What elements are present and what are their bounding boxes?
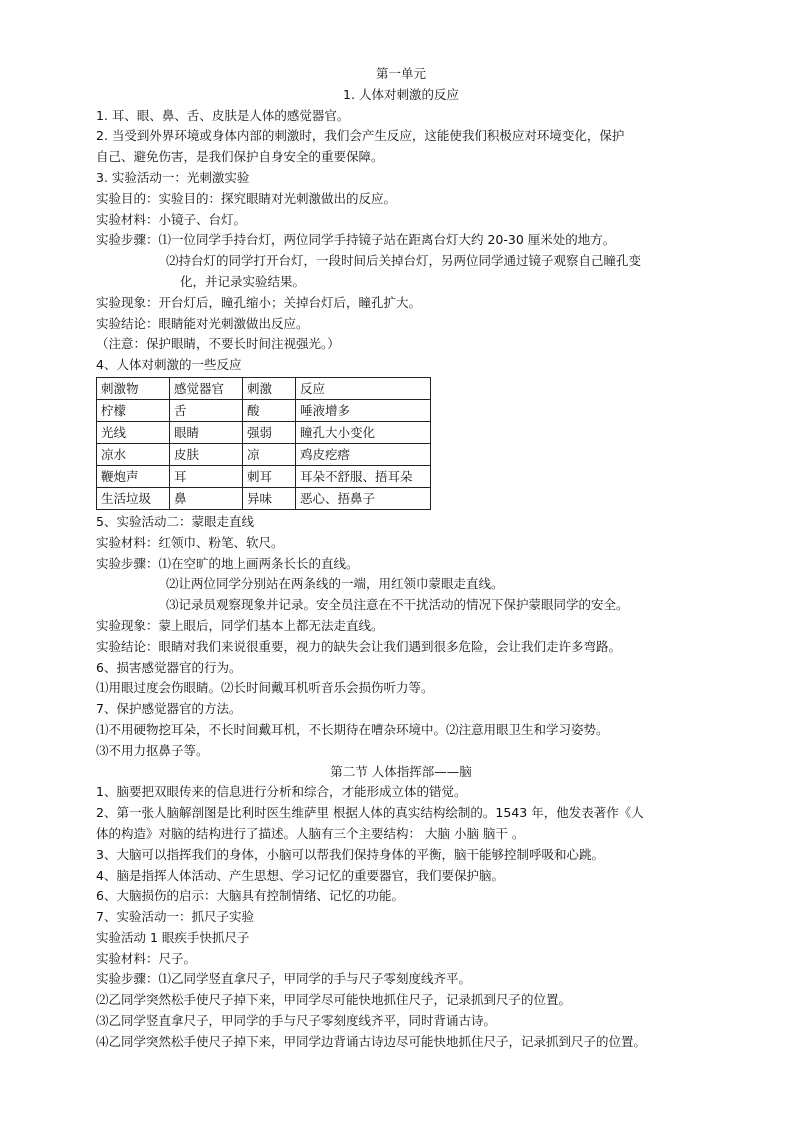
table-header-row [97, 377, 431, 399]
paragraph-line: ⑷乙同学突然松手使尺子掉下来，甲同学边背诵古诗边尽可能快地抓住尺子，记录抓到尺子的位置。 [96, 1033, 647, 1049]
table-cell: 鞭炮声 [97, 465, 170, 487]
paragraph-line: 实验材料：尺子。 [96, 950, 197, 966]
table-cell: 瞳孔大小变化 [296, 421, 431, 443]
exp2-materials: 实验材料：红领巾、粉笔、软尺。 [96, 534, 284, 550]
table-cell: 酸 [243, 399, 296, 421]
section-title-2: 第二节 人体指挥部——脑 [330, 763, 472, 779]
exp1-purpose: 实验目的：实验目的：探究眼睛对光刺激做出的反应。 [96, 190, 397, 206]
paragraph-line: ⑵乙同学突然松手使尺子掉下来，甲同学尽可能快地抓住尺子，记录抓到尺子的位置。 [96, 992, 572, 1008]
table-cell: 凉 [243, 443, 296, 465]
paragraph-line: 体的构造》对脑的结构进行了描述。人脑有三个主要结构： 大脑 小脑 脑干 。 [96, 825, 525, 841]
table-cell: 生活垃圾 [97, 487, 170, 509]
unit-title: 第一单元 [375, 66, 426, 81]
paragraph-line: 自己、避免伤害，是我们保护自身安全的重要保障。 [96, 149, 384, 165]
table-row [97, 421, 431, 443]
table-row [97, 443, 431, 465]
paragraph-line: 1、脑要把双眼传来的信息进行分析和综合，才能形成立体的错觉。 [96, 784, 467, 800]
table-header-cell: 刺激 [243, 377, 296, 399]
protect-line-2: ⑶不用力抠鼻子等。 [96, 742, 209, 758]
paragraph-line: 7、实验活动一：抓尺子实验 [96, 909, 254, 925]
paragraph-line: 1. 耳、眼、鼻、舌、皮肤是人体的感觉器官。 [96, 107, 350, 123]
table-header-cell: 反应 [296, 377, 431, 399]
exp2-conclusion: 实验结论：眼睛对我们来说很重要，视力的缺失会让我们遇到很多危险，会让我们走许多弯路。 [96, 638, 622, 654]
table-cell: 光线 [97, 421, 170, 443]
paragraph-line: 4、脑是指挥人体活动、产生思想、学习记忆的重要器官，我们要保护脑。 [96, 867, 504, 883]
exp1-note: （注意：保护眼睛，不要长时间注视强光。） [96, 336, 340, 352]
exp1-conclusion: 实验结论：眼睛能对光刺激做出反应。 [96, 315, 309, 331]
paragraph-line: 实验活动 1 眼疾手快抓尺子 [96, 929, 250, 945]
exp1-step-2-cont: 化，并记录实验结果。 [180, 273, 306, 289]
table-header-cell: 感觉器官 [170, 377, 243, 399]
table-cell: 恶心、捂鼻子 [296, 487, 431, 509]
table-cell: 舌 [170, 399, 243, 421]
experiment-1-title: 3. 实验活动一：光刺激实验 [96, 169, 250, 185]
table-cell: 异味 [243, 487, 296, 509]
paragraph-line: 3、大脑可以指挥我们的身体，小脑可以帮我们保持身体的平衡，脑干能够控制呼吸和心跳。 [96, 846, 604, 862]
table-cell: 鼻 [170, 487, 243, 509]
exp2-step-2: ⑵让两位同学分别站在两条线的一端，用红领巾蒙眼走直线。 [166, 576, 504, 592]
stimulus-response-table [96, 377, 431, 510]
table-row [97, 487, 431, 509]
exp1-step-2: ⑵持台灯的同学打开台灯，一段时间后关掉台灯，另两位同学通过镜子观察自己瞳孔变 [166, 253, 642, 269]
exp1-step-1: 实验步骤：⑴一位同学手持台灯，两位同学手持镜子站在距离台灯大约 20-30 厘米处的地方。 [96, 232, 616, 248]
paragraph-line: 6、大脑损伤的启示：大脑具有控制情绪、记忆的功能。 [96, 888, 404, 904]
table-cell: 柠檬 [97, 399, 170, 421]
protect-line-1: ⑴不用硬物挖耳朵，不长时间戴耳机，不长期待在嘈杂环境中。⑵注意用眼卫生和学习姿势。 [96, 721, 609, 737]
protect-title: 7、保护感觉器官的方法。 [96, 701, 242, 717]
paragraph-line: 2、第一张人脑解剖图是比利时医生维萨里 根据人体的真实结构绘制的。1543 年，他发表著作《人 [96, 805, 644, 821]
table-cell: 耳朵不舒服、捂耳朵 [296, 465, 431, 487]
exp1-phenomenon: 实验现象：开台灯后，瞳孔缩小；关掉台灯后，瞳孔扩大。 [96, 294, 422, 310]
document-body [96, 64, 706, 1053]
exp2-step-3: ⑶记录员观察现象并记录。安全员注意在不干扰活动的情况下保护蒙眼同学的安全。 [166, 597, 629, 613]
harm-line: ⑴用眼过度会伤眼睛。⑵长时间戴耳机听音乐会损伤听力等。 [96, 680, 434, 696]
table-heading: 4、人体对刺激的一些反应 [96, 357, 242, 373]
table-cell: 眼睛 [170, 421, 243, 443]
paragraph-line: 实验步骤：⑴乙同学竖直拿尺子，甲同学的手与尺子零刻度线齐平。 [96, 971, 472, 987]
table-cell: 鸡皮疙瘩 [296, 443, 431, 465]
harm-title: 6、损害感觉器官的行为。 [96, 659, 242, 675]
table-row [97, 399, 431, 421]
table-cell: 唾液增多 [296, 399, 431, 421]
table-row [97, 465, 431, 487]
experiment-2-title: 5、实验活动二：蒙眼走直线 [96, 513, 254, 529]
table-cell: 皮肤 [170, 443, 243, 465]
table-cell: 强弱 [243, 421, 296, 443]
exp2-phenomenon: 实验现象：蒙上眼后，同学们基本上都无法走直线。 [96, 617, 384, 633]
table-cell: 凉水 [97, 443, 170, 465]
exp2-step-1: 实验步骤：⑴在空旷的地上画两条长长的直线。 [96, 555, 359, 571]
exp1-materials: 实验材料：小镜子、台灯。 [96, 211, 247, 227]
table-cell: 耳 [170, 465, 243, 487]
paragraph-line: ⑶乙同学竖直拿尺子，甲同学的手与尺子零刻度线齐平，同时背诵古诗。 [96, 1013, 497, 1029]
section-title-1: 1. 人体对刺激的反应 [343, 86, 459, 102]
paragraph-line: 2. 当受到外界环境或身体内部的刺激时，我们会产生反应，这能使我们积极应对环境变化，保护 [96, 128, 625, 144]
table-cell: 刺耳 [243, 465, 296, 487]
table-header-cell: 刺激物 [97, 377, 170, 399]
